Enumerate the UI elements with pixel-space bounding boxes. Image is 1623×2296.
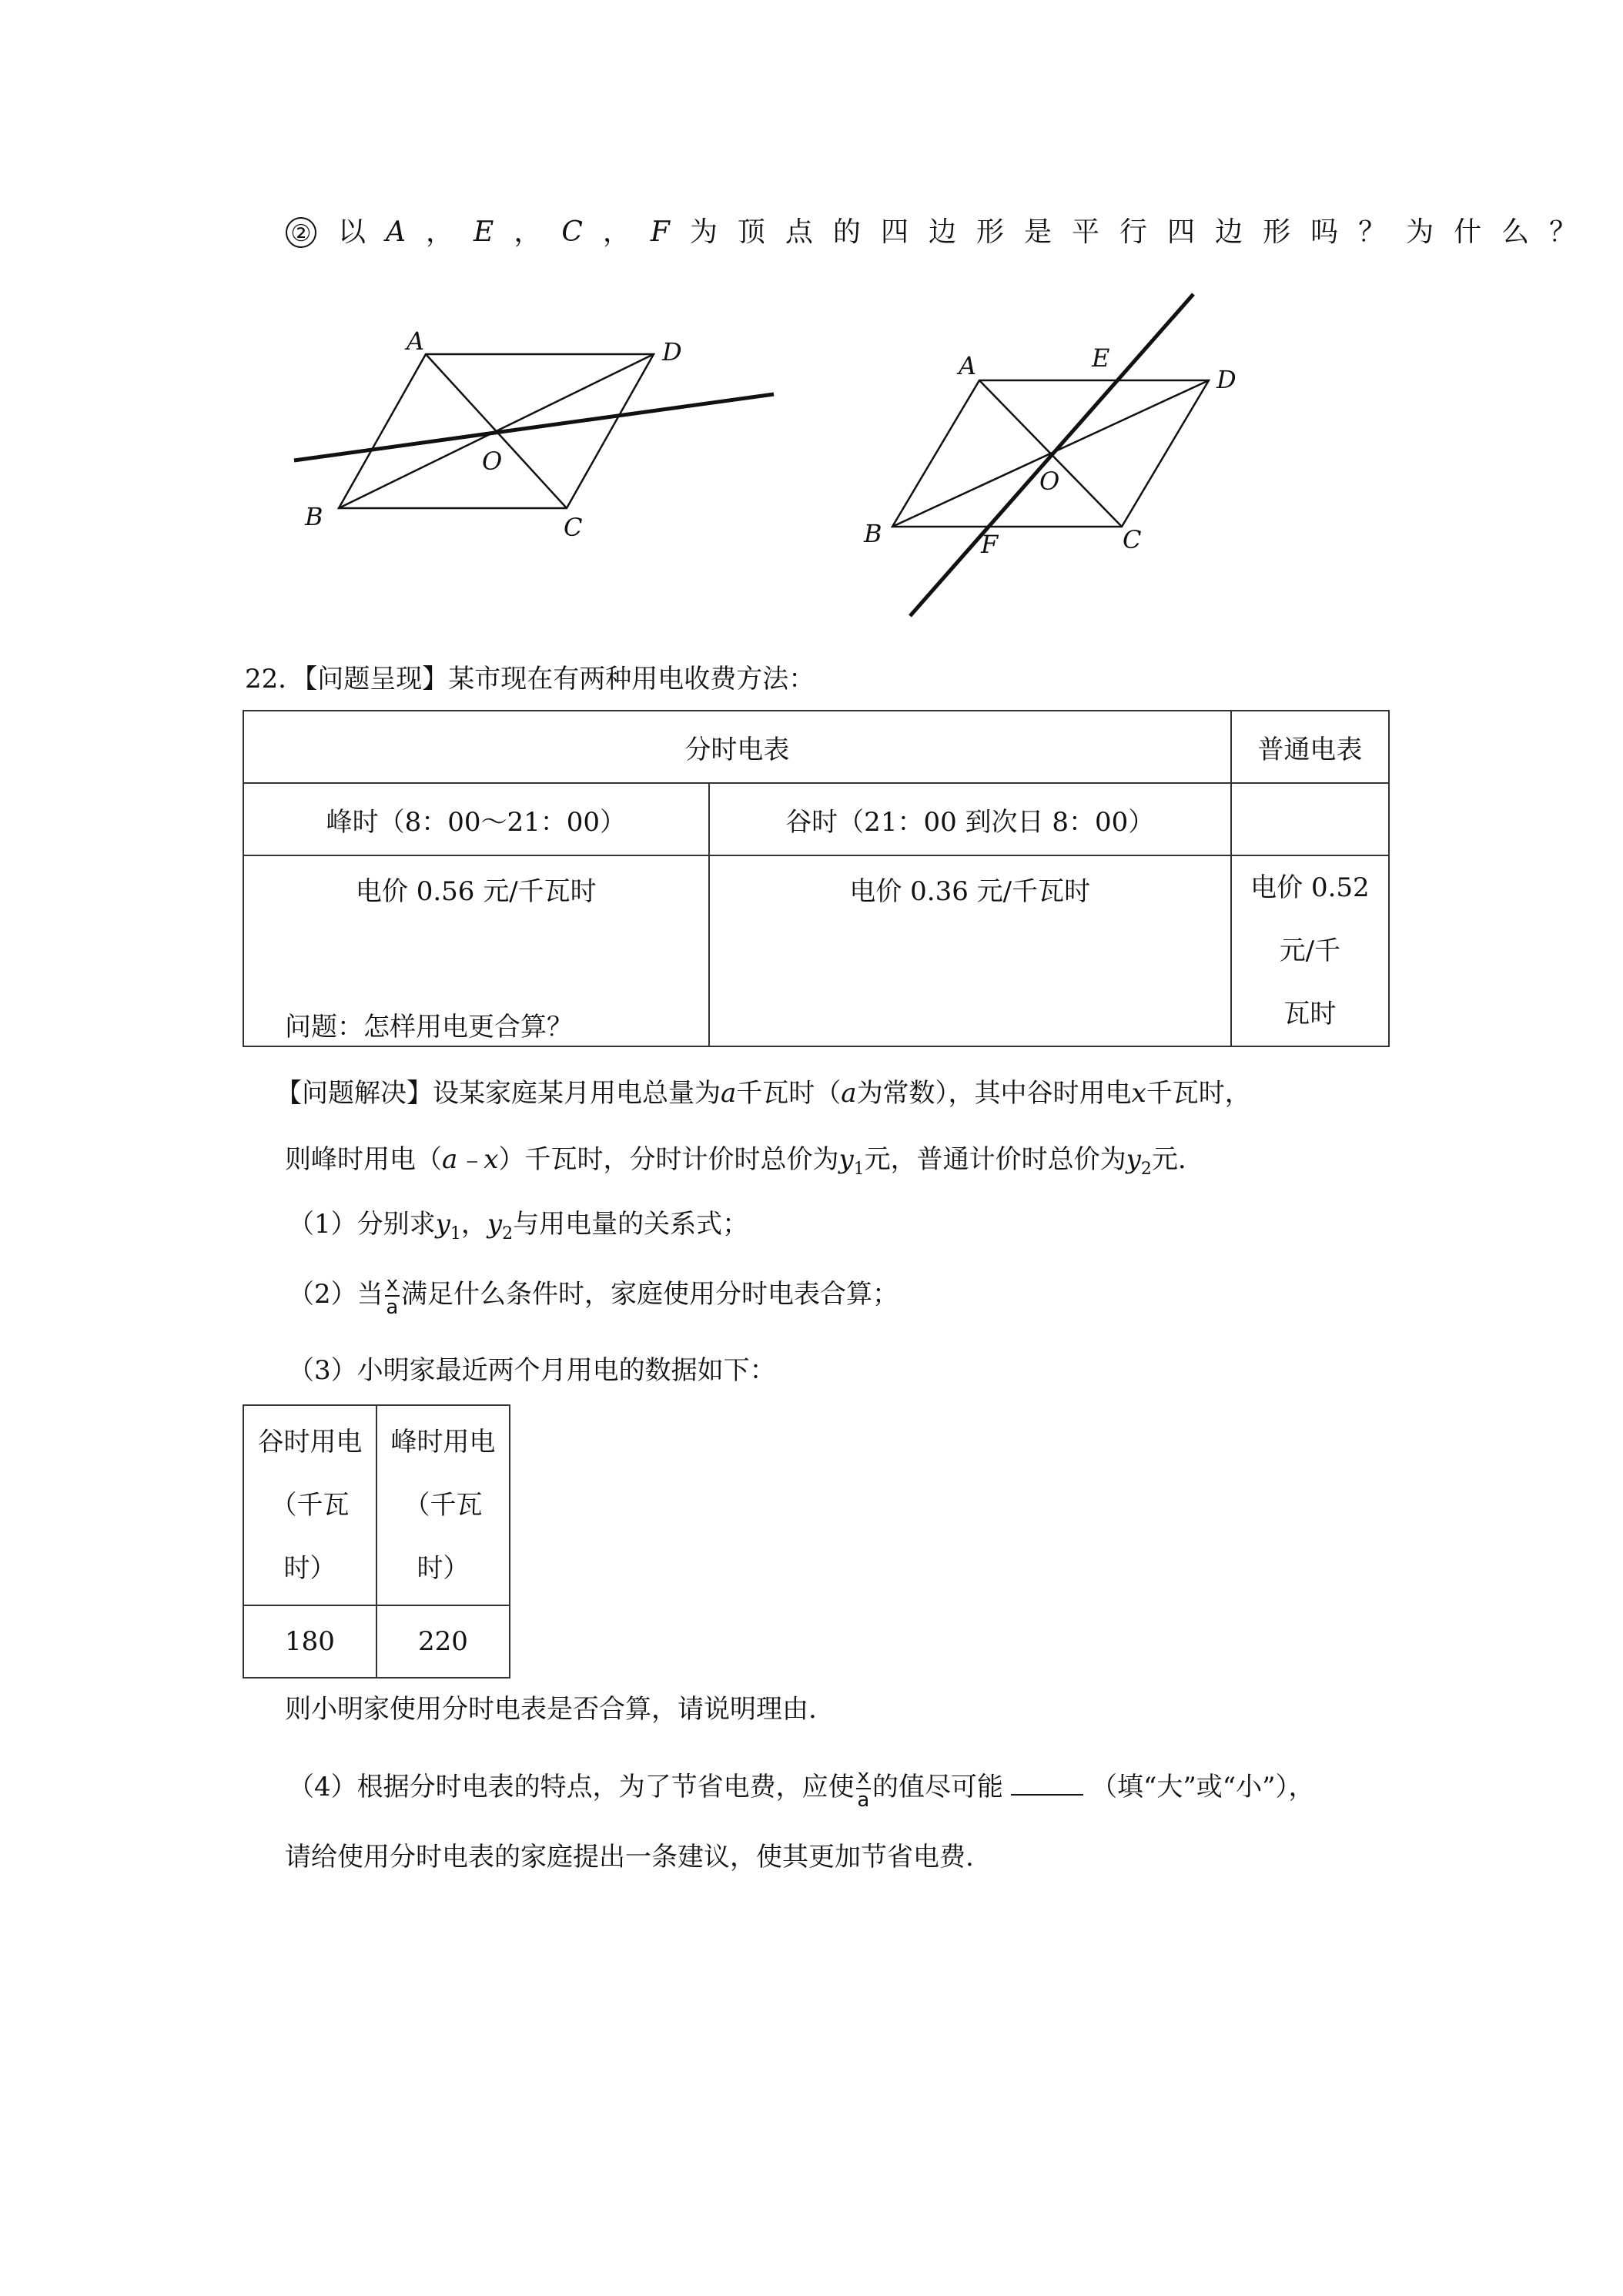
label-d-right: D bbox=[1216, 365, 1236, 394]
solve-line-2: 则峰时用电（a﹣x）千瓦时，分时计价时总价为$y_1$元，普通计价时总价为$y_2$元. bbox=[285, 1144, 1186, 1179]
q22-intro: 22．【问题呈现】某市现在有两种用电收费方法： bbox=[245, 664, 815, 694]
q21-suffix-char: ？ bbox=[1358, 216, 1387, 248]
q21-suffix-char: 行 bbox=[1119, 216, 1148, 248]
question-line: 问题：怎样用电更合算？ bbox=[285, 1012, 573, 1043]
line-through-o-left bbox=[294, 394, 774, 460]
part-4-line: （4）根据分时电表的特点，为了节省电费，应使 $\frac{x}{a}$ 的值尽可能 （填“大”或“小”）， bbox=[288, 1766, 1315, 1812]
q21-suffix-char: 是 bbox=[1023, 216, 1052, 248]
label-c-right: C bbox=[1123, 525, 1142, 554]
label-a-left: A bbox=[407, 326, 425, 356]
q21-suffix-char: 么 bbox=[1501, 216, 1530, 248]
fraction-x-over-a: $\frac{x}{a}$ bbox=[386, 1273, 399, 1319]
label-b-right: B bbox=[864, 519, 882, 548]
label-d-left: D bbox=[662, 337, 682, 366]
q21-suffix-char: 四 bbox=[1167, 216, 1196, 248]
letter-f: F bbox=[650, 216, 670, 248]
price-normal: 电价 0.52 元/千 瓦时 bbox=[1231, 855, 1389, 1046]
q21-suffix-char: 边 bbox=[1215, 216, 1243, 248]
part-2-line: （2）当 $\frac{x}{a}$ 满足什么条件时，家庭使用分时电表合算； bbox=[288, 1273, 899, 1319]
letter-e: E bbox=[474, 216, 494, 248]
letter-a: A bbox=[386, 216, 407, 248]
q21-suffix-char: ？ bbox=[1549, 216, 1578, 248]
q21-suffix-char: 顶 bbox=[737, 216, 765, 248]
parallelogram-figure-right bbox=[847, 285, 1293, 624]
header-normal-meter: 普通电表 bbox=[1231, 711, 1389, 783]
part-3-conclusion: 则小明家使用分时电表是否合算，请说明理由. bbox=[285, 1694, 817, 1725]
label-a-right: A bbox=[959, 351, 977, 380]
q21-suffix-char: 为 bbox=[689, 216, 718, 248]
q21-suffix-char: 形 bbox=[975, 216, 1004, 248]
peak-period: 峰时（8：00～21：00） bbox=[243, 783, 709, 855]
label-o-left: O bbox=[482, 447, 503, 476]
pricing-table bbox=[243, 710, 1390, 1047]
q21-suffix-char: 边 bbox=[928, 216, 956, 248]
solve-line-1: 【问题解决】设某家庭某月用电总量为a千瓦时（a为常数），其中谷时用电x千瓦时， bbox=[276, 1078, 1251, 1109]
q21-suffix bbox=[690, 216, 1597, 248]
q21-suffix-char: 吗 bbox=[1310, 216, 1339, 248]
label-c-left: C bbox=[564, 513, 583, 539]
q21-suffix-char: 为 bbox=[1406, 216, 1434, 248]
label-b-left: B bbox=[305, 502, 323, 531]
header-time-of-use: 分时电表 bbox=[243, 711, 1231, 783]
empty-cell bbox=[1231, 783, 1389, 855]
q21-suffix-char: 什 bbox=[1454, 216, 1482, 248]
parallelogram-figure-left bbox=[277, 323, 801, 539]
valley-usage-value: 180 bbox=[243, 1605, 376, 1678]
answer-blank[interactable] bbox=[1011, 1771, 1083, 1796]
peak-usage-value: 220 bbox=[376, 1605, 510, 1678]
q21-suffix-char: 点 bbox=[785, 216, 813, 248]
q21-part2-line: ② 以 A ， E ， C ， F 为 顶 点 的 四 边 形 是 平 行 四 边 形 吗 ？ 为 什 么 ？ bbox=[286, 217, 1597, 248]
price-peak: 电价 0.56 元/千瓦时 bbox=[243, 855, 709, 1046]
q21-suffix-char: 形 bbox=[1263, 216, 1291, 248]
label-o-right: O bbox=[1039, 467, 1060, 496]
price-valley: 电价 0.36 元/千瓦时 bbox=[709, 855, 1231, 1046]
peak-usage-header: 峰时用电 （千瓦 时） bbox=[376, 1405, 510, 1605]
label-f-right: F bbox=[981, 530, 999, 559]
circled-two-marker: ② bbox=[286, 217, 316, 248]
fraction-x-over-a-2: $\frac{x}{a}$ bbox=[857, 1766, 870, 1812]
valley-usage-header: 谷时用电 （千瓦 时） bbox=[243, 1405, 376, 1605]
label-e-right: E bbox=[1092, 343, 1110, 373]
part-3-line: （3）小明家最近两个月用电的数据如下： bbox=[288, 1355, 776, 1386]
line-ef-right bbox=[910, 294, 1193, 616]
usage-table bbox=[243, 1404, 510, 1678]
q21-suffix-char: 的 bbox=[832, 216, 861, 248]
valley-period: 谷时（21：00 到次日 8：00） bbox=[709, 783, 1231, 855]
q21-suffix-char: 平 bbox=[1072, 216, 1100, 248]
q21-suffix-char: 四 bbox=[880, 216, 909, 248]
part-4-suggestion: 请给使用分时电表的家庭提出一条建议，使其更加节省电费. bbox=[285, 1842, 974, 1873]
letter-c: C bbox=[561, 216, 583, 248]
part-1-line: （1）分别求$y_1$，$y_2$与用电量的关系式； bbox=[288, 1209, 749, 1243]
